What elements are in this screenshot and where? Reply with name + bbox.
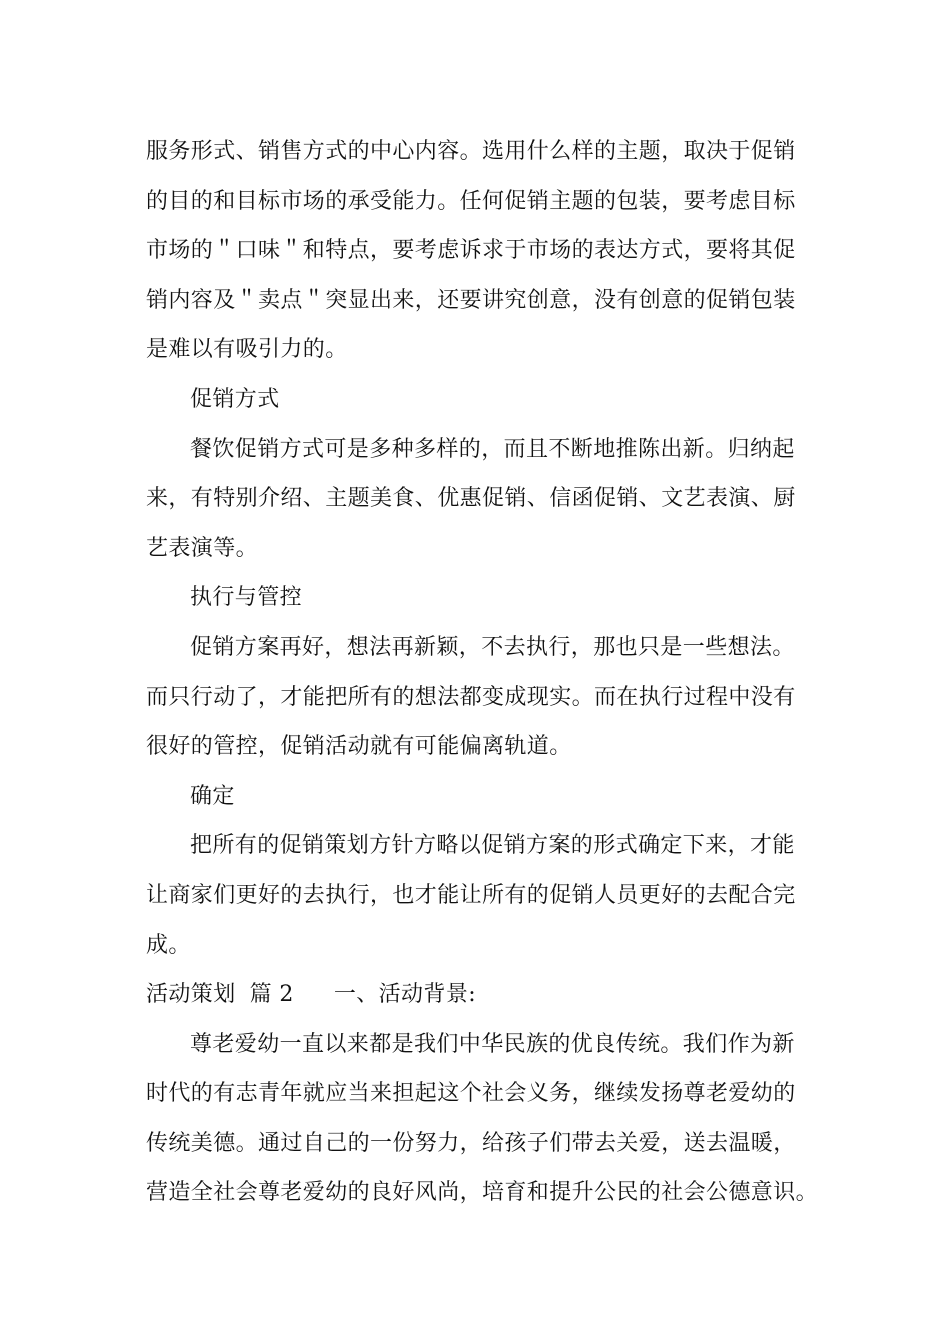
paragraph-line: 来，有特别介绍、主题美食、优惠促销、信函促销、文艺表演、厨 — [146, 486, 796, 512]
paragraph-line: 促销方案再好，想法再新颖，不去执行，那也只是一些想法。 — [190, 634, 795, 660]
paragraph-line: 餐饮促销方式可是多种多样的，而且不断地推陈出新。归纳起 — [190, 436, 795, 462]
article-2-title: 活动策划 — [146, 982, 236, 1008]
paragraph-line: 让商家们更好的去执行，也才能让所有的促销人员更好的去配合完 — [146, 882, 796, 908]
paragraph-line: 销内容及＂卖点＂突显出来，还要讲究创意，没有创意的促销包装 — [146, 287, 796, 313]
paragraph-line: 是难以有吸引力的。 — [146, 337, 348, 363]
paragraph-line: 艺表演等。 — [146, 535, 259, 561]
paragraph-line: 营造全社会尊老爱幼的良好风尚，培育和提升公民的社会公德意识。 — [146, 1180, 819, 1206]
paragraph-line: 市场的＂口味＂和特点，要考虑诉求于市场的表达方式，要将其促 — [146, 238, 796, 264]
section-heading-execution: 执行与管控 — [190, 585, 303, 611]
paragraph-line: 而只行动了，才能把所有的想法都变成现实。而在执行过程中没有 — [146, 684, 796, 710]
paragraph-line: 尊老爱幼一直以来都是我们中华民族的优良传统。我们作为新 — [190, 1031, 795, 1057]
article-2-heading — [146, 970, 810, 1020]
paragraph-line: 把所有的促销策划方针方略以促销方案的形式确定下来，才能 — [190, 833, 795, 859]
article-2-section: 一、活动背景: — [333, 982, 477, 1008]
paragraph-line: 成。 — [146, 932, 191, 958]
section-heading-confirm: 确定 — [190, 783, 235, 809]
paragraph-line: 时代的有志青年就应当来担起这个社会义务，继续发扬尊老爱幼的 — [146, 1081, 796, 1107]
paragraph-line: 的目的和目标市场的承受能力。任何促销主题的包装，要考虑目标 — [146, 188, 796, 214]
paragraph-line: 传统美德。通过自己的一份努力，给孩子们带去关爱，送去温暖， — [146, 1130, 796, 1156]
article-2-part: 篇 2 — [249, 982, 294, 1008]
document-body — [146, 127, 819, 1218]
paragraph-line: 服务形式、销售方式的中心内容。选用什么样的主题，取决于促销 — [146, 139, 796, 164]
paragraph-line: 很好的管控，促销活动就有可能偏离轨道。 — [146, 734, 572, 760]
section-heading-promotion-method: 促销方式 — [190, 386, 280, 412]
